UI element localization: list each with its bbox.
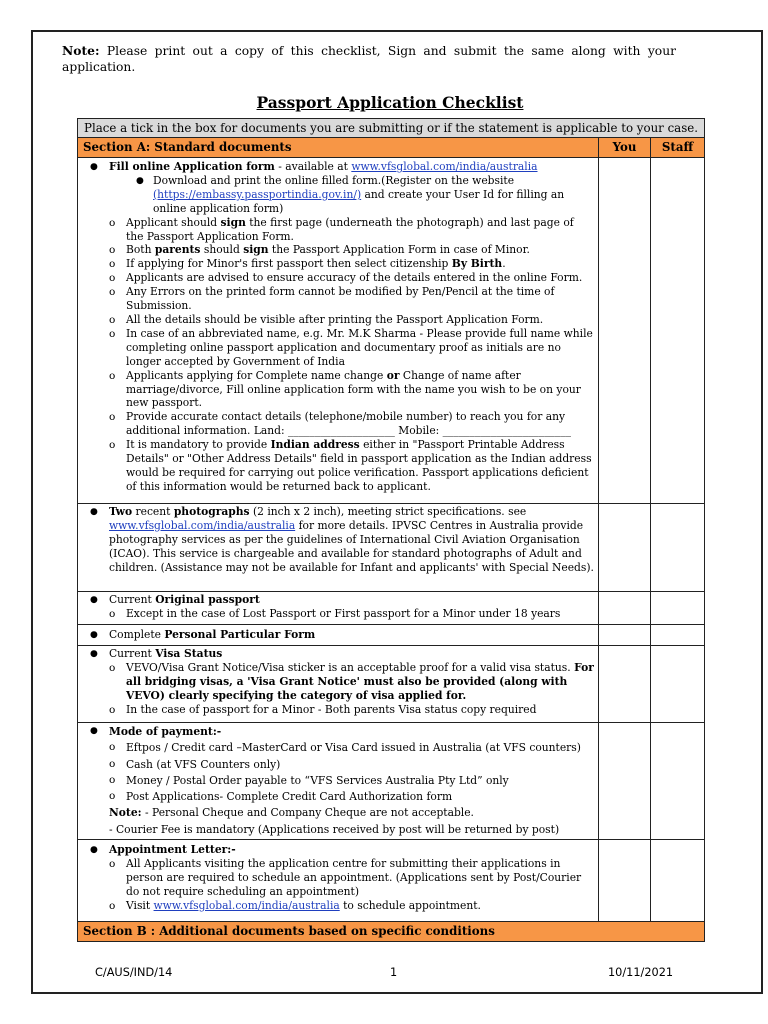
you-checkbox[interactable] (599, 504, 651, 592)
bullet-icon: ● (90, 630, 98, 640)
you-checkbox[interactable] (599, 158, 651, 504)
item-text: If applying for Minor's first passport then select citizenship (126, 257, 452, 271)
item-text: Change of name after marriage/divorce, Fill online application form with the name you wish to be on your new passport. (126, 368, 581, 410)
item-text: Except in the case of Lost Passport or First passport for a Minor under 18 years (126, 606, 561, 620)
list-item (82, 438, 594, 494)
section-a-header (78, 138, 705, 158)
list-item (82, 216, 594, 244)
payment-note (82, 805, 594, 821)
list-item (82, 257, 594, 271)
circle-bullet-icon: o (109, 369, 116, 382)
list-item (82, 410, 594, 438)
you-checkbox[interactable] (599, 646, 651, 723)
item-text: VEVO/Visa Grant Notice/Visa sticker is an acceptable proof for a valid visa status. (126, 660, 575, 674)
list-item (82, 857, 594, 899)
you-checkbox[interactable] (599, 625, 651, 646)
list-item (82, 285, 594, 313)
item-text: Money / Postal Order payable to “VFS Services Australia Pty Ltd” only (126, 773, 509, 787)
item-bold: photographs (173, 505, 250, 518)
list-item (82, 313, 594, 327)
you-checkbox[interactable] (599, 723, 651, 840)
item-text: Any Errors on the printed form cannot be modified by Pen/Pencil at the time of Submission. (126, 285, 555, 313)
courier-note (82, 822, 594, 838)
checklist-row-online-form (78, 158, 705, 504)
circle-bullet-icon: o (109, 661, 116, 674)
note-text: Please print out a copy of this checklist, Sign and submit the same along with your application. (62, 44, 676, 74)
instruction-row (78, 119, 705, 138)
circle-bullet-icon: o (109, 258, 116, 271)
passportindia-link[interactable]: (https://embassy.passportindia.gov.in/) (153, 187, 362, 201)
footer-page-number: 1 (390, 966, 398, 979)
circle-bullet-icon: o (109, 439, 116, 452)
circle-bullet-icon: o (109, 607, 116, 620)
checklist-row-visa-status (78, 646, 705, 723)
item-bold: For all bridging visas, a 'Visa Grant Notice' must also be provided (along with VEVO) clearly specifying the category of visa applied for. (126, 660, 594, 702)
circle-bullet-icon: o (109, 703, 116, 716)
circle-bullet-icon: o (109, 790, 116, 803)
list-item (82, 607, 594, 621)
item-text: - Personal Cheque and Company Cheque are not acceptable. (141, 806, 474, 820)
item-text: for more details. IPVSC Centres in Australia provide photography services as per the guidelines of International Civil Aviation Organisation (ICAO). This service is chargeable and available for standard photographs of Adult and children. (Assistance may not be available for Infant and applicants' with Special Needs). (109, 518, 594, 574)
item-text: All Applicants visiting the application centre for submitting their applications in person are required to schedule an appointment. (Applications sent by Post/Courier do not require scheduling an appointment) (126, 856, 582, 898)
item-text: Current (109, 647, 156, 660)
circle-bullet-icon: o (109, 327, 116, 340)
item-text: recent (132, 505, 174, 518)
item-text: the Passport Application Form in case of Minor. (268, 243, 530, 257)
circle-bullet-icon: o (109, 757, 116, 770)
item-text: Current (109, 593, 156, 606)
instruction-text: Place a tick in the box for documents you are submitting or if the statement is applicable to your case. (78, 119, 705, 138)
page-title: Passport Application Checklist (256, 93, 524, 112)
circle-bullet-icon: o (109, 741, 116, 754)
item-text: . (502, 257, 506, 271)
checklist-row-photographs (78, 504, 705, 592)
list-item (82, 899, 594, 913)
item-bold: Original passport (155, 593, 260, 606)
item-text: the first page (underneath the photograph) and last page of the Passport Application Form. (126, 215, 574, 243)
payment-content (78, 723, 599, 840)
circle-bullet-icon: o (109, 286, 116, 299)
item-text: Visit (126, 898, 154, 912)
online-form-heading: Fill online Application form (109, 160, 275, 173)
circle-bullet-icon: o (109, 313, 116, 326)
item-text: (2 inch x 2 inch), meeting strict specifications. see (249, 505, 527, 518)
item-text: Applicants are advised to ensure accuracy of the details entered in the online Form. (126, 271, 583, 285)
item-bold: or (386, 368, 400, 382)
note-label: Note: (109, 806, 142, 820)
list-item (82, 628, 594, 642)
passport-content (78, 592, 599, 625)
list-item (82, 174, 594, 216)
list-item (82, 593, 594, 607)
staff-checkbox[interactable] (651, 504, 705, 592)
photographs-content (78, 504, 599, 592)
list-item (82, 843, 594, 857)
circle-bullet-icon: o (109, 857, 116, 870)
list-item (82, 661, 594, 703)
list-item (82, 647, 594, 661)
list-item (82, 740, 594, 756)
item-text: Applicant should (126, 215, 221, 229)
online-form-lead: - available at (274, 160, 352, 173)
list-item (82, 757, 594, 773)
item-text: Cash (at VFS Counters only) (126, 757, 281, 771)
list-item (82, 703, 594, 717)
item-bold: sign (220, 215, 246, 229)
particular-form-content (78, 625, 599, 646)
you-checkbox[interactable] (599, 592, 651, 625)
list-item (82, 724, 594, 740)
payment-title: Mode of payment:- (109, 725, 222, 738)
checklist-row-particular-form (78, 625, 705, 646)
you-checkbox[interactable] (599, 840, 651, 922)
staff-checkbox[interactable] (651, 840, 705, 922)
staff-checkbox[interactable] (651, 723, 705, 840)
list-item (82, 773, 594, 789)
appointment-content (78, 840, 599, 922)
item-text: - Courier Fee is mandatory (Applications received by post will be returned by post) (109, 822, 560, 836)
section-a-title: Section A: Standard documents (78, 138, 599, 158)
item-bold: sign (243, 243, 269, 257)
list-item (82, 160, 594, 174)
item-text: All the details should be visible after printing the Passport Application Form. (126, 312, 544, 326)
item-text: Both (126, 243, 155, 257)
footer-date: 10/11/2021 (608, 966, 674, 979)
checklist-row-payment (78, 723, 705, 840)
bullet-icon: ● (90, 595, 98, 605)
bullet-icon: ● (90, 507, 98, 517)
item-bold: parents (154, 243, 201, 257)
footer-code: C/AUS/IND/14 (95, 966, 173, 979)
list-item (82, 789, 594, 805)
circle-bullet-icon: o (109, 244, 116, 257)
staff-checkbox[interactable] (651, 592, 705, 625)
item-text: In case of an abbreviated name, e.g. Mr. M.K Sharma - Please provide full name while completing online passport application and documentary proof as initials are no longer accepted by Government of India (126, 326, 593, 368)
list-item (82, 369, 594, 411)
item-bold: Two (109, 505, 133, 518)
circle-bullet-icon: o (109, 272, 116, 285)
item-text: should (200, 243, 244, 257)
circle-bullet-icon: o (109, 411, 116, 424)
appointment-title: Appointment Letter:- (109, 843, 236, 857)
download-text: Download and print the online filled form.(Register on the website (153, 173, 515, 187)
staff-checkbox[interactable] (651, 158, 705, 504)
list-item (82, 243, 594, 257)
list-item (82, 505, 594, 575)
vfs-link[interactable]: www.vfsglobal.com/india/australia (351, 160, 538, 173)
item-text: Applicants applying for Complete name change (126, 368, 387, 382)
bullet-icon: ● (136, 175, 144, 186)
list-item (82, 271, 594, 285)
item-text: Eftpos / Credit card –MasterCard or Visa Card issued in Australia (at VFS counters) (126, 741, 581, 755)
download-text-2: and create your User Id for filling an online application form) (153, 187, 565, 215)
item-bold: Indian address (270, 438, 360, 452)
checklist-table (77, 118, 705, 942)
item-text: either in "Passport Printable Address Details" or "Other Address Details" field in passport application as the Indian address would be required for carrying out police verification. Passport applications deficient of this information would be returned back to applicant. (126, 438, 592, 493)
item-bold: By Birth (451, 257, 503, 271)
item-text: In the case of passport for a Minor - Both parents Visa status copy required (126, 702, 537, 716)
note-label: Note: (62, 43, 100, 58)
staff-checkbox[interactable] (651, 646, 705, 723)
item-text: Post Applications- Complete Credit Card Authorization form (126, 790, 453, 804)
item-bold: Visa Status (155, 647, 223, 660)
circle-bullet-icon: o (109, 216, 116, 229)
checklist-row-passport (78, 592, 705, 625)
item-text: It is mandatory to provide (126, 438, 271, 452)
note-paragraph (62, 43, 676, 75)
bullet-icon: ● (90, 649, 98, 659)
bullet-icon: ● (90, 726, 98, 736)
vfs-link[interactable]: www.vfsglobal.com/india/australia (153, 898, 340, 912)
vfs-link[interactable]: www.vfsglobal.com/india/australia (109, 518, 296, 532)
column-header-you: You (599, 138, 651, 158)
staff-checkbox[interactable] (651, 625, 705, 646)
column-header-staff: Staff (651, 138, 705, 158)
circle-bullet-icon: o (109, 773, 116, 786)
bullet-icon: ● (90, 162, 98, 172)
checklist-row-appointment (78, 840, 705, 922)
bullet-icon: ● (90, 845, 98, 856)
section-b-header (78, 922, 705, 942)
visa-status-content (78, 646, 599, 723)
circle-bullet-icon: o (109, 899, 116, 912)
item-bold: Personal Particular Form (164, 628, 316, 641)
item-text: to schedule appointment. (339, 898, 481, 912)
item-text: Provide accurate contact details (telephone/mobile number) to reach you for any additional information. Land: ____________________ Mobile: ________________________ (126, 410, 571, 438)
section-b-title: Section B : Additional documents based on specific conditions (78, 922, 705, 942)
list-item (82, 327, 594, 369)
item-text: Complete (109, 628, 165, 641)
online-form-content (78, 158, 599, 504)
